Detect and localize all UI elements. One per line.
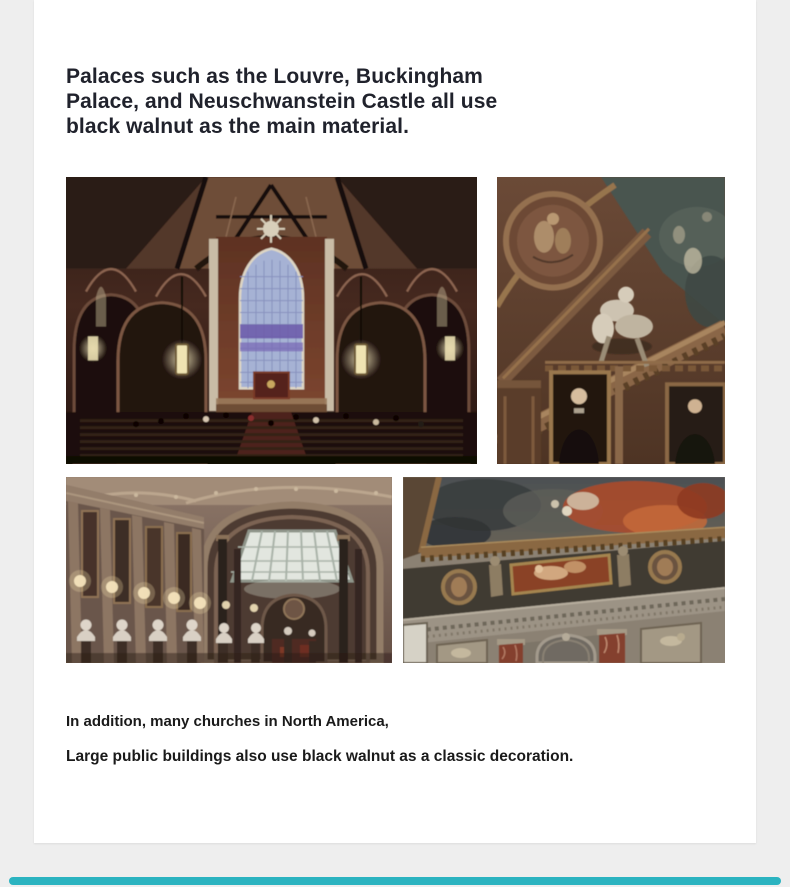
ceiling-fresco-illustration <box>403 477 725 663</box>
body-text-line-1: In addition, many churches in North America, <box>66 713 389 730</box>
page-title-line-1: Palaces such as the Louvre, Buckingham <box>66 65 483 88</box>
page-title <box>66 64 497 139</box>
photo-baroque-ceiling-corner <box>497 177 725 464</box>
baroque-ceiling-illustration <box>497 177 725 464</box>
cathedral-nave-illustration <box>66 177 477 464</box>
page-title-line-2: Palace, and Neuschwanstein Castle all use <box>66 90 498 113</box>
photo-cathedral-nave <box>66 177 477 464</box>
body-text-line-2: Large public buildings also use black walnut as a classic decoration. <box>66 748 574 765</box>
palace-gallery-illustration <box>66 477 392 663</box>
photo-palace-gallery-hall <box>66 477 392 663</box>
horizontal-scrollbar-thumb[interactable] <box>9 877 781 885</box>
page-title-line-3: black walnut as the main material. <box>66 115 410 138</box>
content-card <box>34 0 756 843</box>
photo-ceiling-fresco-wall <box>403 477 725 663</box>
